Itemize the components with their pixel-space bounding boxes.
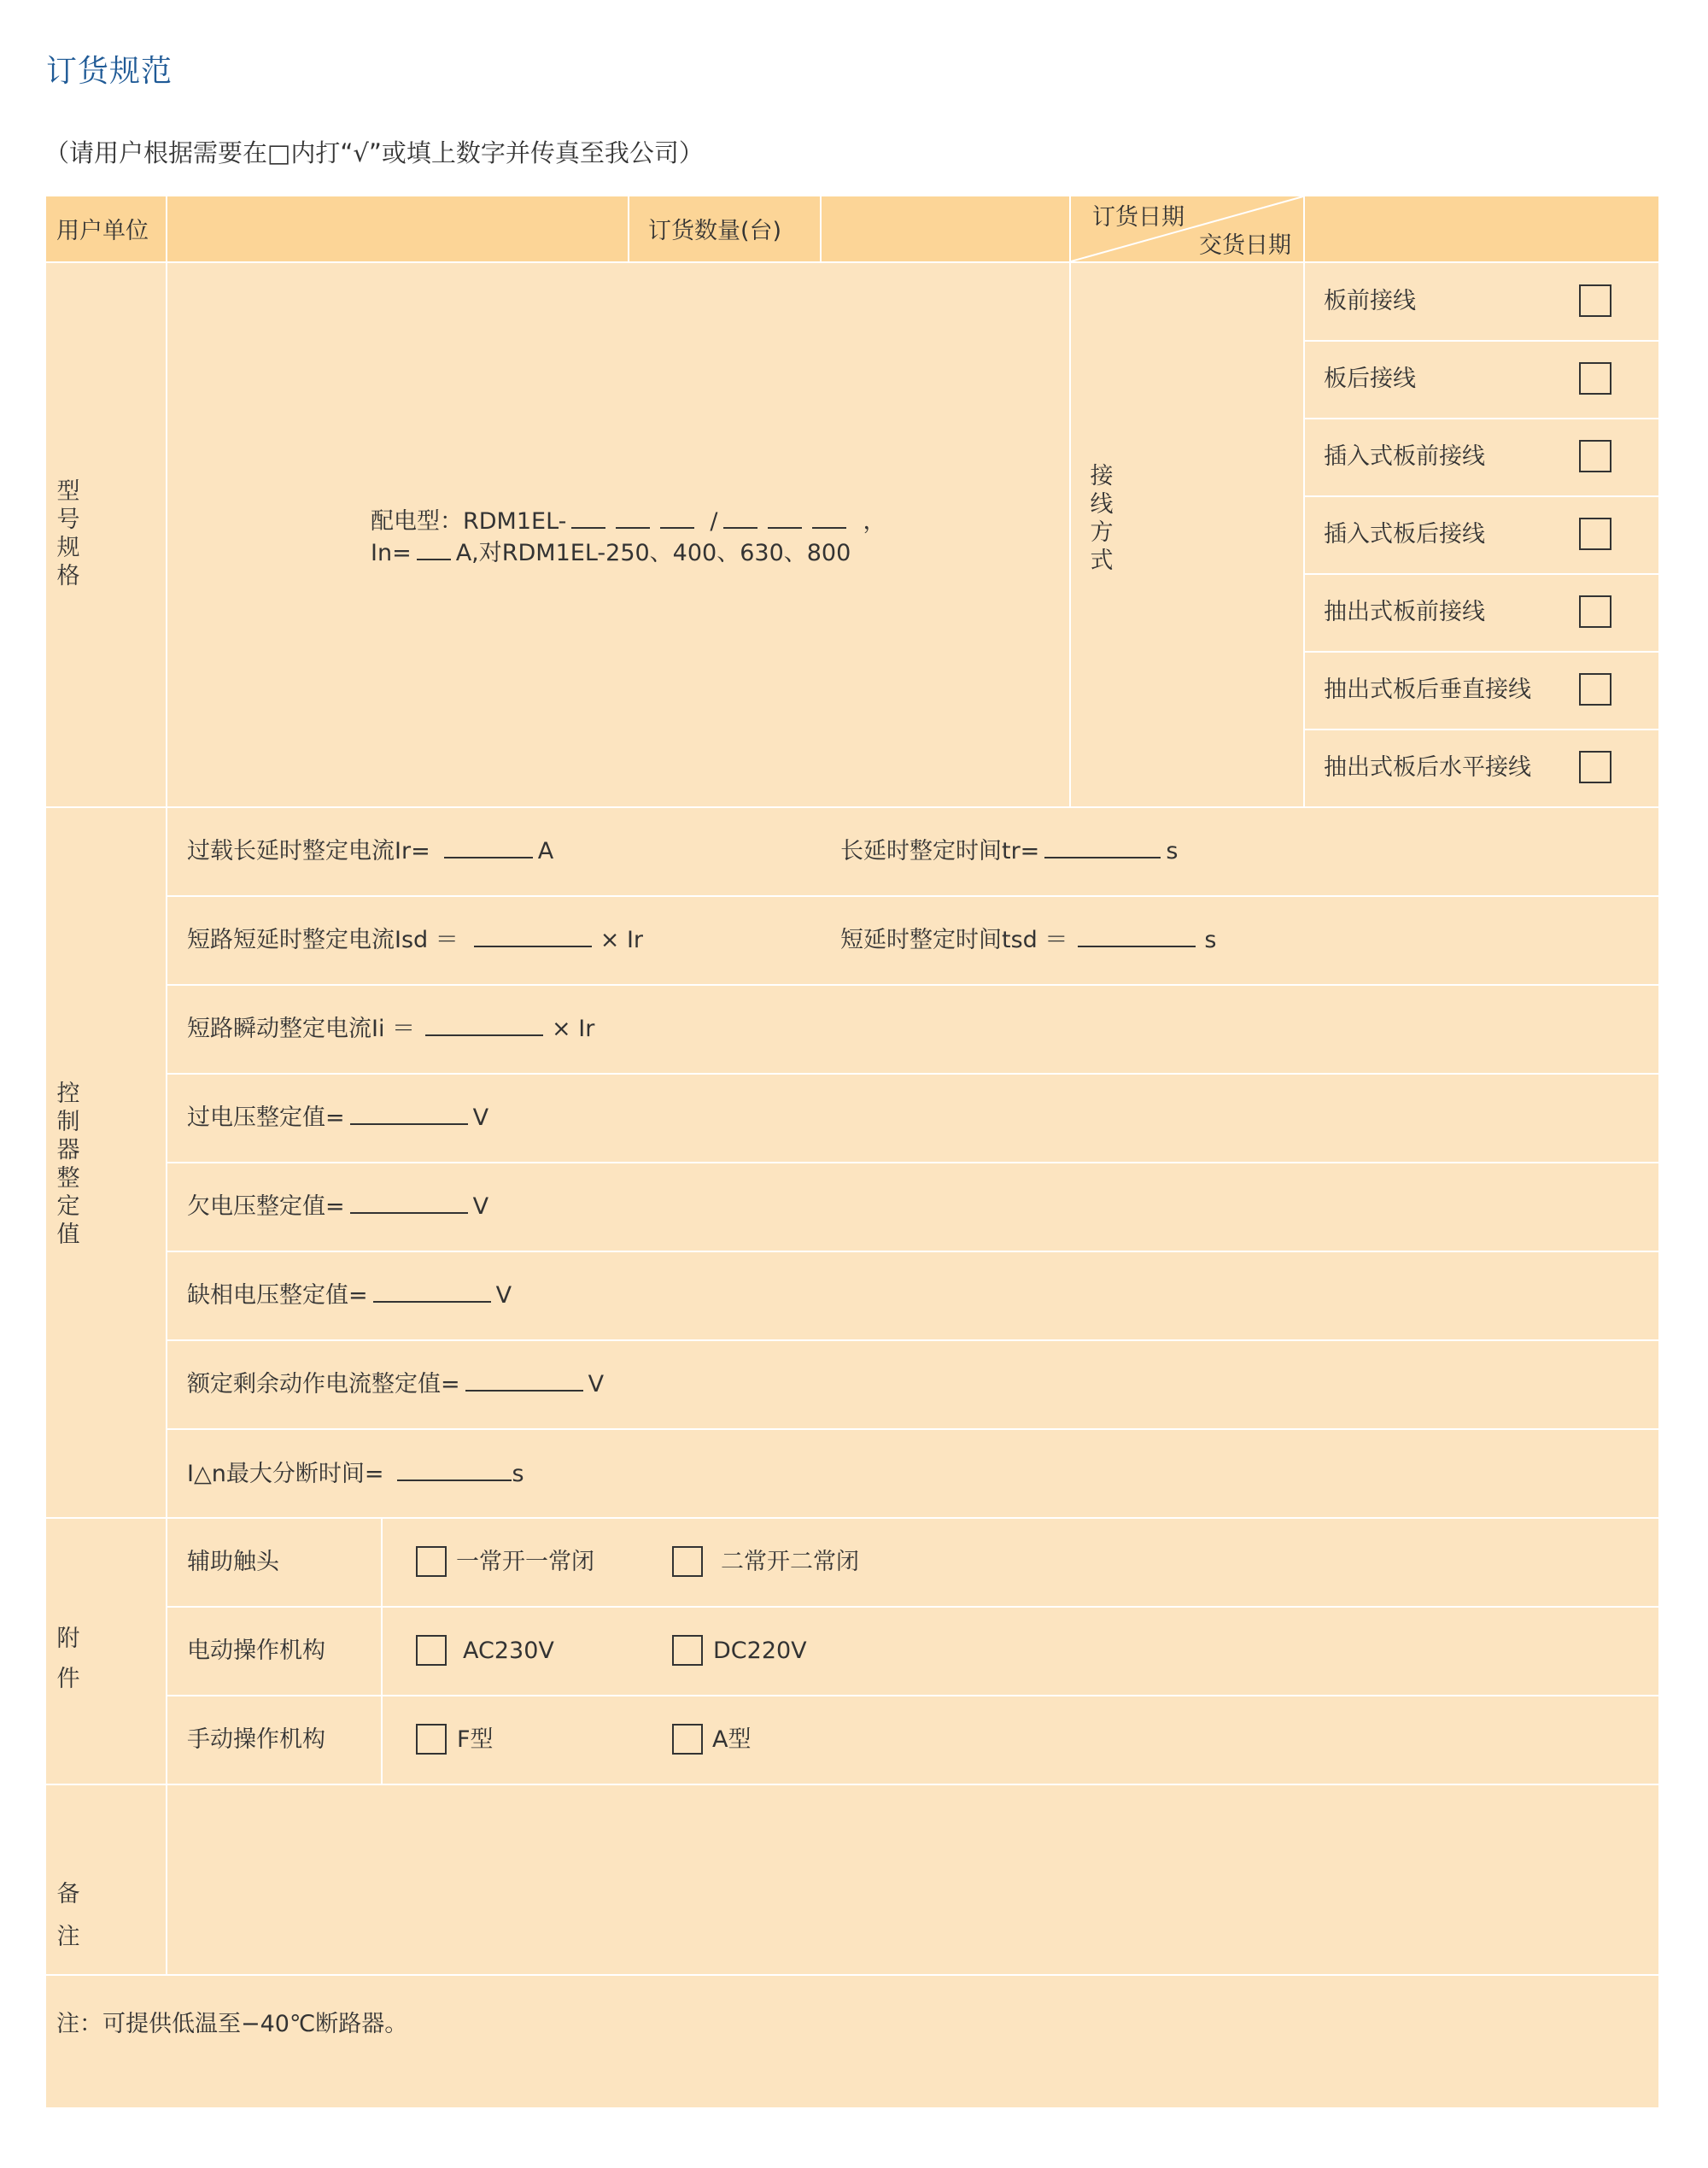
aux-checkbox-2[interactable] bbox=[672, 1546, 703, 1577]
manual-option-1: F型 bbox=[457, 1726, 494, 1753]
uv-label: 欠电压整定值= bbox=[187, 1193, 345, 1220]
in-prefix: In= bbox=[371, 540, 412, 566]
model-blank-3[interactable] bbox=[660, 526, 694, 529]
rc-unit: V bbox=[588, 1371, 605, 1397]
footer-note: 注：可提供低温至−40℃断路器。 bbox=[56, 2011, 408, 2037]
manual-checkbox-1[interactable] bbox=[416, 1724, 447, 1755]
tr-input[interactable] bbox=[1044, 856, 1161, 858]
model-comma: ， bbox=[863, 508, 886, 535]
date-field[interactable] bbox=[1305, 196, 1658, 261]
ir-label: 过载长延时整定电流Ir= bbox=[187, 838, 430, 864]
wiring-option-label: 插入式板前接线 bbox=[1324, 443, 1485, 470]
pl-label: 缺相电压整定值= bbox=[187, 1282, 368, 1309]
ir-input[interactable] bbox=[444, 856, 533, 858]
wiring-option-label: 板前接线 bbox=[1324, 288, 1416, 314]
ii-unit: × Ir bbox=[552, 1016, 595, 1042]
manual-checkbox-2[interactable] bbox=[672, 1724, 703, 1755]
model-blank-6[interactable] bbox=[812, 526, 846, 529]
aux-checkbox-1[interactable] bbox=[416, 1546, 447, 1577]
in-blank[interactable] bbox=[417, 558, 451, 560]
wiring-option-label: 抽出式板后水平接线 bbox=[1324, 754, 1531, 781]
bt-row bbox=[187, 1462, 524, 1485]
bt-unit: s bbox=[512, 1461, 524, 1487]
pl-row bbox=[187, 1284, 512, 1307]
tsd-label: 短延时整定时间tsd ＝ bbox=[840, 927, 1068, 953]
wiring-option-label: 抽出式板后垂直接线 bbox=[1324, 677, 1531, 703]
tr-unit: s bbox=[1166, 838, 1179, 864]
isd-label: 短路短延时整定电流Isd ＝ bbox=[187, 927, 459, 953]
ov-unit: V bbox=[472, 1105, 489, 1131]
model-slash: / bbox=[710, 508, 718, 535]
ii-input[interactable] bbox=[425, 1034, 543, 1036]
user-unit-label: 用户单位 bbox=[56, 218, 149, 244]
aux-contact-label: 辅助触头 bbox=[187, 1549, 279, 1575]
model-line-2 bbox=[371, 542, 851, 565]
aux-option-1: 一常开一常闭 bbox=[456, 1549, 594, 1575]
order-qty-label: 订货数量(台) bbox=[648, 218, 782, 244]
remarks-section-label: 备 注 bbox=[56, 1881, 80, 1950]
wiring-checkbox[interactable] bbox=[1579, 284, 1611, 317]
ii-row bbox=[187, 1017, 594, 1040]
order-date-label: 订货日期 bbox=[1092, 204, 1184, 231]
ov-label: 过电压整定值= bbox=[187, 1105, 345, 1131]
wiring-option-label: 抽出式板前接线 bbox=[1324, 599, 1485, 625]
user-unit-field[interactable] bbox=[167, 196, 627, 261]
model-blank-2[interactable] bbox=[616, 526, 650, 529]
uv-input[interactable] bbox=[350, 1211, 468, 1214]
electric-operator-label: 电动操作机构 bbox=[187, 1638, 325, 1664]
electric-checkbox-2[interactable] bbox=[672, 1635, 703, 1666]
manual-operator-label: 手动操作机构 bbox=[187, 1726, 325, 1753]
model-prefix: 配电型：RDM1EL- bbox=[371, 508, 567, 535]
wiring-option-label: 插入式板后接线 bbox=[1324, 521, 1485, 548]
tsd-input[interactable] bbox=[1078, 945, 1196, 947]
wiring-checkbox[interactable] bbox=[1579, 362, 1611, 395]
wiring-checkbox[interactable] bbox=[1579, 518, 1611, 550]
model-blank-4[interactable] bbox=[723, 526, 757, 529]
wiring-checkbox[interactable] bbox=[1579, 595, 1611, 628]
bt-input[interactable] bbox=[397, 1479, 512, 1481]
in-suffix: A,对RDM1EL-250、400、630、800 bbox=[455, 540, 851, 566]
electric-option-2: DC220V bbox=[713, 1638, 807, 1664]
wiring-checkbox[interactable] bbox=[1579, 673, 1611, 706]
model-section-label: 型 号 规 格 bbox=[56, 478, 80, 589]
model-blank-5[interactable] bbox=[768, 526, 802, 529]
tr-label: 长延时整定时间tr= bbox=[840, 838, 1040, 864]
manual-option-2: A型 bbox=[712, 1726, 752, 1753]
ir-row bbox=[187, 840, 553, 863]
controller-section-label: 控 制 器 整 定 值 bbox=[56, 1081, 80, 1248]
wiring-checkbox[interactable] bbox=[1579, 440, 1611, 472]
instructions: （请用户根据需要在□内打“√”或填上数字并传真至我公司） bbox=[44, 138, 704, 167]
order-qty-field[interactable] bbox=[822, 196, 1069, 261]
accessories-section-label: 附 件 bbox=[56, 1626, 80, 1693]
order-form bbox=[46, 196, 1658, 2107]
bt-label: I△n最大分断时间= bbox=[187, 1461, 384, 1487]
uv-unit: V bbox=[472, 1193, 489, 1220]
aux-option-2: 二常开二常闭 bbox=[721, 1549, 859, 1575]
model-blank-1[interactable] bbox=[571, 526, 605, 529]
rc-row bbox=[187, 1373, 604, 1396]
wiring-section-label: 接 线 方 式 bbox=[1090, 463, 1114, 574]
rc-input[interactable] bbox=[465, 1389, 583, 1392]
rc-label: 额定剩余动作电流整定值= bbox=[187, 1371, 460, 1397]
wiring-option-label: 板后接线 bbox=[1324, 366, 1416, 392]
ii-label: 短路瞬动整定电流Ii ＝ bbox=[187, 1016, 416, 1042]
isd-row bbox=[187, 929, 643, 952]
tsd-unit: s bbox=[1204, 927, 1217, 953]
wiring-checkbox[interactable] bbox=[1579, 751, 1611, 783]
isd-input[interactable] bbox=[474, 945, 592, 947]
isd-unit: × Ir bbox=[600, 927, 644, 953]
ir-unit: A bbox=[537, 838, 554, 864]
page-title: 订货规范 bbox=[46, 54, 173, 89]
delivery-date-label: 交货日期 bbox=[1199, 232, 1291, 259]
remarks-field[interactable] bbox=[167, 1785, 1658, 1973]
model-line-1 bbox=[371, 510, 886, 533]
uv-row bbox=[187, 1195, 488, 1218]
electric-option-1: AC230V bbox=[463, 1638, 554, 1664]
tsd-row bbox=[840, 929, 1216, 952]
pl-unit: V bbox=[495, 1282, 512, 1309]
pl-input[interactable] bbox=[373, 1300, 491, 1303]
tr-row bbox=[840, 840, 1178, 863]
ov-row bbox=[187, 1106, 488, 1129]
ov-input[interactable] bbox=[350, 1122, 468, 1125]
electric-checkbox-1[interactable] bbox=[416, 1635, 447, 1666]
